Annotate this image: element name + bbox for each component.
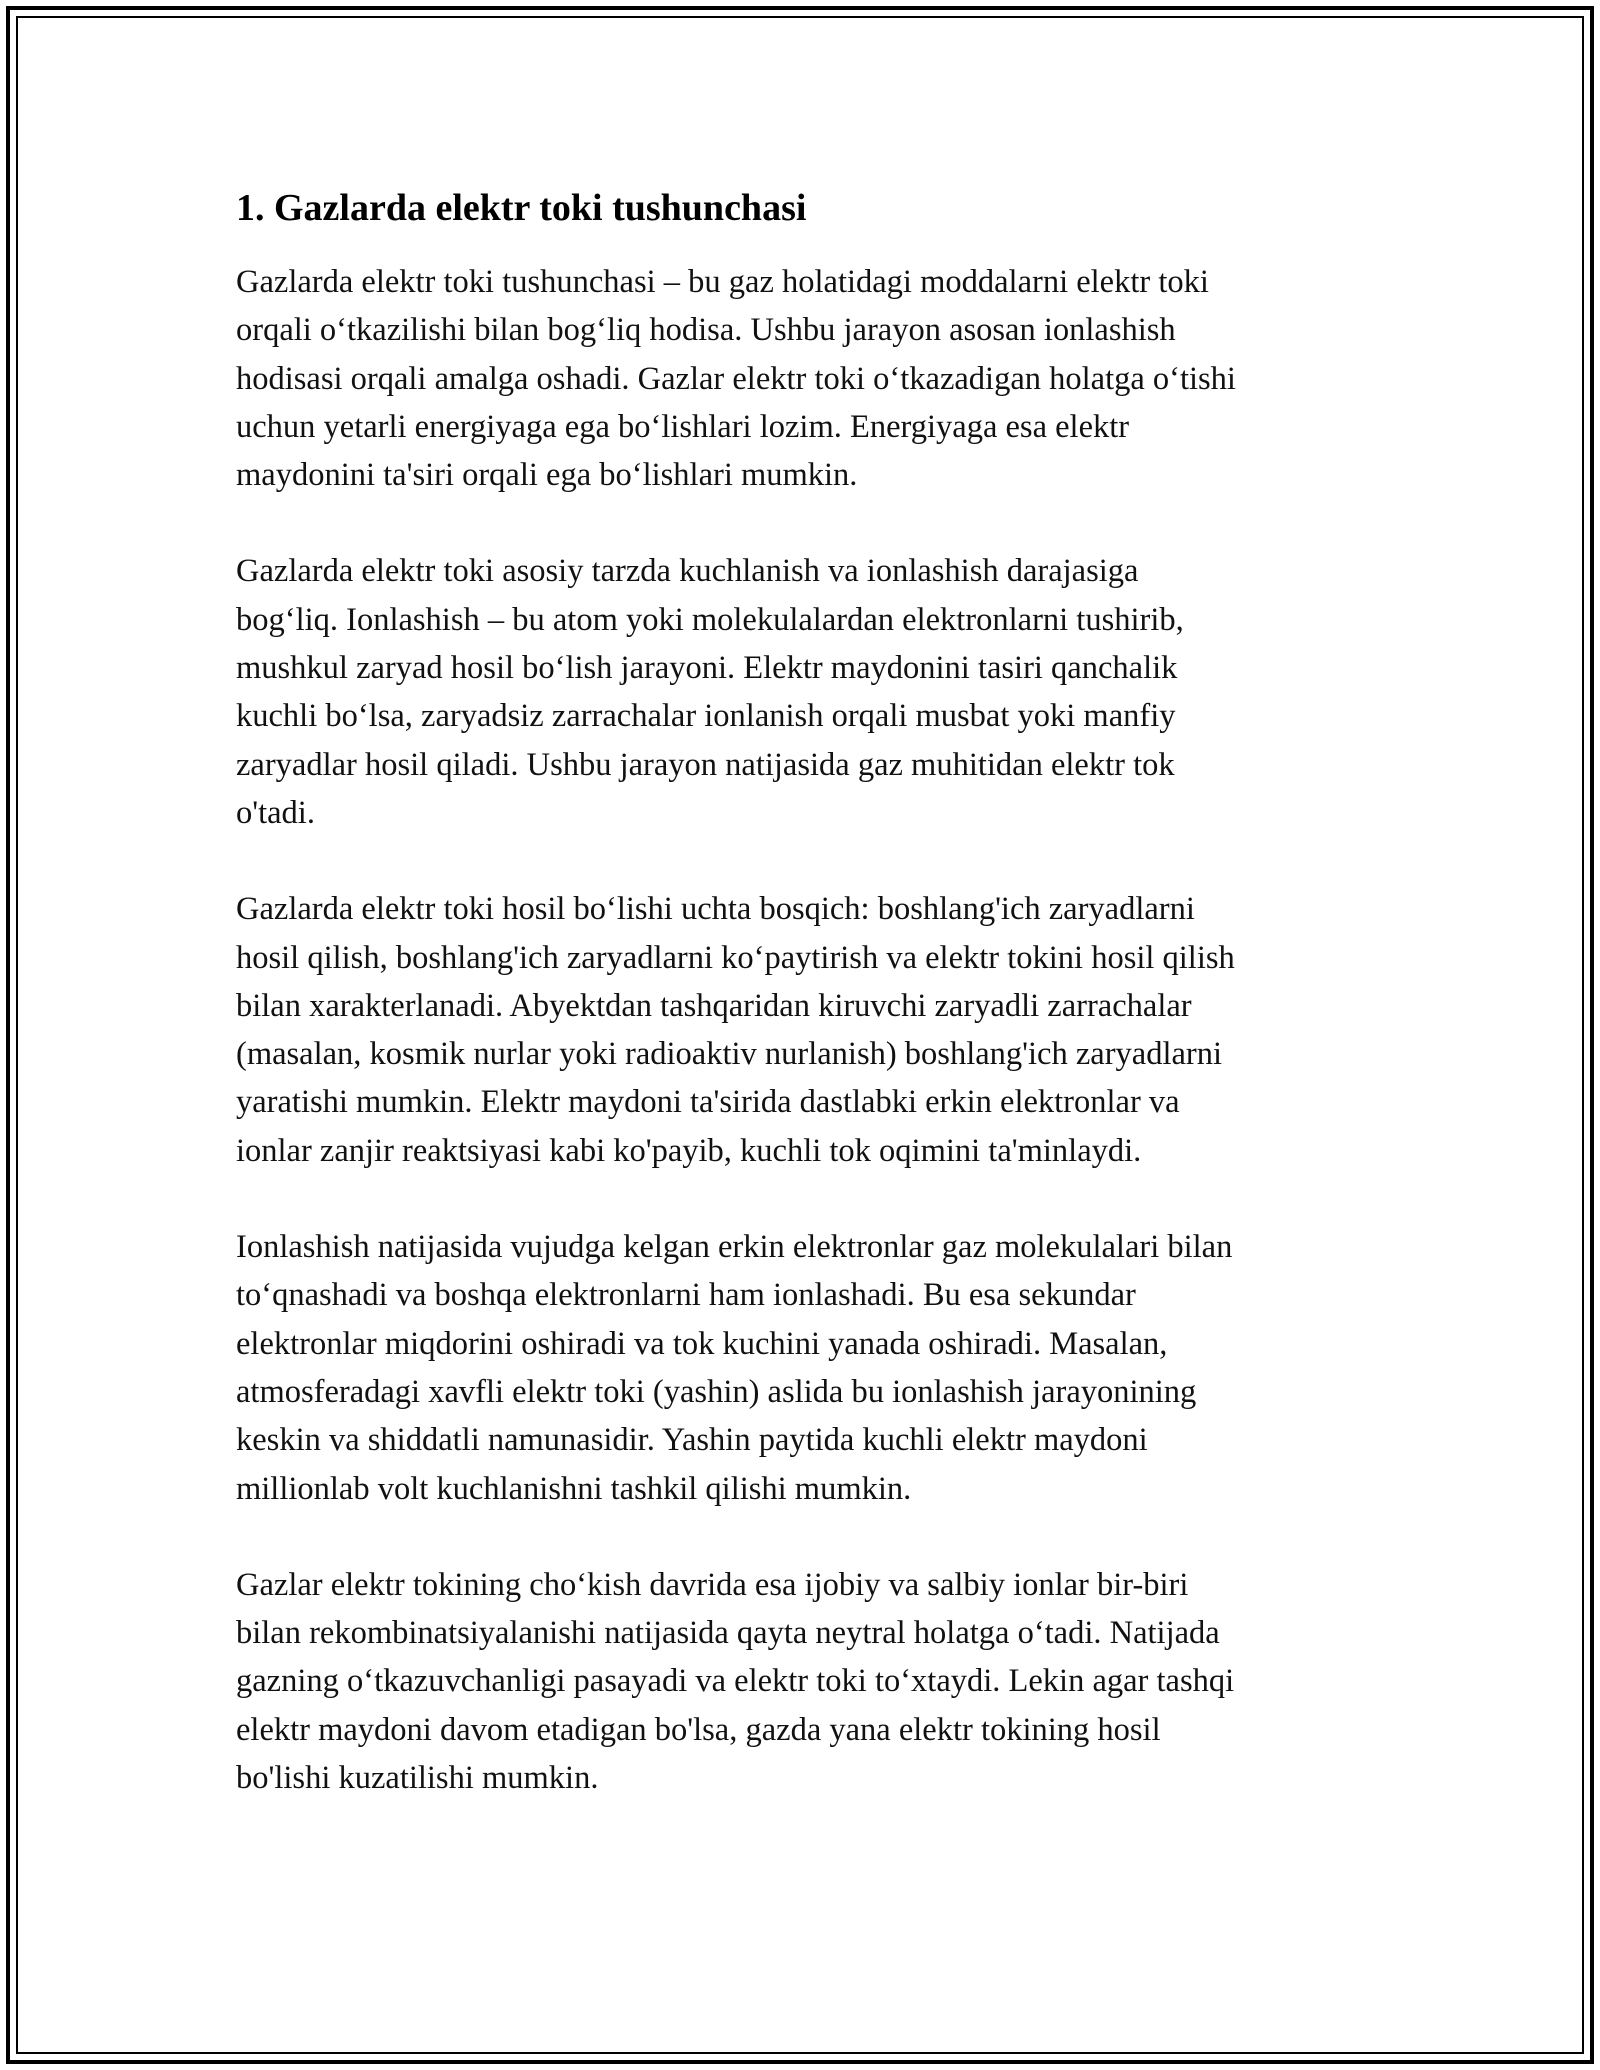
paragraph-5: Gazlar elektr tokining cho‘kish davrida esa ijobiy va salbiy ionlar bir-biri bilan rekombinatsiyalanishi natijasida qayta neytral holatga o‘tadi. Natijada gazning o‘tkazuvchanligi pasayadi va elektr toki to‘xtaydi. Lekin agar tashqi elektr maydoni davom etadigan bo'lsa, gazda yana elektr tokining hosil bo'lishi kuzatilishi mumkin. [236, 1566, 1235, 1797]
paragraph-3: Gazlarda elektr toki hosil bo‘lishi uchta bosqich: boshlang'ich zaryadlarni hosil qilish, boshlang'ich zaryadlarni ko‘paytirish va elektr tokini hosil qilish bilan xarakterlanadi. Abyektdan tashqaridan kiruvchi zaryadli zarrachalar (masalan, kosmik nurlar yoki radioaktiv nurlanish) boshlang'ich zaryadlarni yaratishi mumkin. Elektr maydoni ta'sirida dastlabki erkin elektronlar va ionlar zanjir reaktsiyasi kabi ko'payib, kuchli tok oqimini ta'minlaydi. [236, 891, 1235, 1169]
paragraph-2: Gazlarda elektr toki asosiy tarzda kuchlanish va ionlashish darajasiga bog‘liq. Ionlashish – bu atom yoki molekulalardan elektronlarni tushirib, mushkul zaryad hosil bo‘lish jarayoni. Elektr maydonini tasiri qanchalik kuchli bo‘lsa, zaryadsiz zarrachalar ionlanish orqali musbat yoki manfiy zaryadlar hosil qiladi. Ushbu jarayon natijasida gaz muhitidan elektr tok o'tadi. [236, 553, 1184, 831]
section-heading: 1. Gazlarda elektr toki tushunchasi [236, 187, 807, 229]
paragraph-1: Gazlarda elektr toki tushunchasi – bu gaz holatidagi moddalarni elektr toki orqali o‘tkazilishi bilan bog‘liq hodisa. Ushbu jarayon asosan ionlashish hodisasi orqali amalga oshadi. Gazlar elektr toki o‘tkazadigan holatga o‘tishi uchun yetarli energiyaga ega bo‘lishlari lozim. Energiyaga esa elektr maydonini ta'siri orqali ega bo‘lishlari mumkin. [236, 264, 1236, 494]
document-body [236, 184, 1376, 1850]
paragraph-4: Ionlashish natijasida vujudga kelgan erkin elektronlar gaz molekulalari bilan to‘qnashadi va boshqa elektronlarni ham ionlashadi. Bu esa sekundar elektronlar miqdorini oshiradi va tok kuchini yanada oshiradi. Masalan, atmosferadagi xavfli elektr toki (yashin) aslida bu ionlashish jarayonining keskin va shiddatli namunasidir. Yashin paytida kuchli elektr maydoni millionlab volt kuchlanishni tashkil qilishi mumkin. [236, 1229, 1233, 1507]
